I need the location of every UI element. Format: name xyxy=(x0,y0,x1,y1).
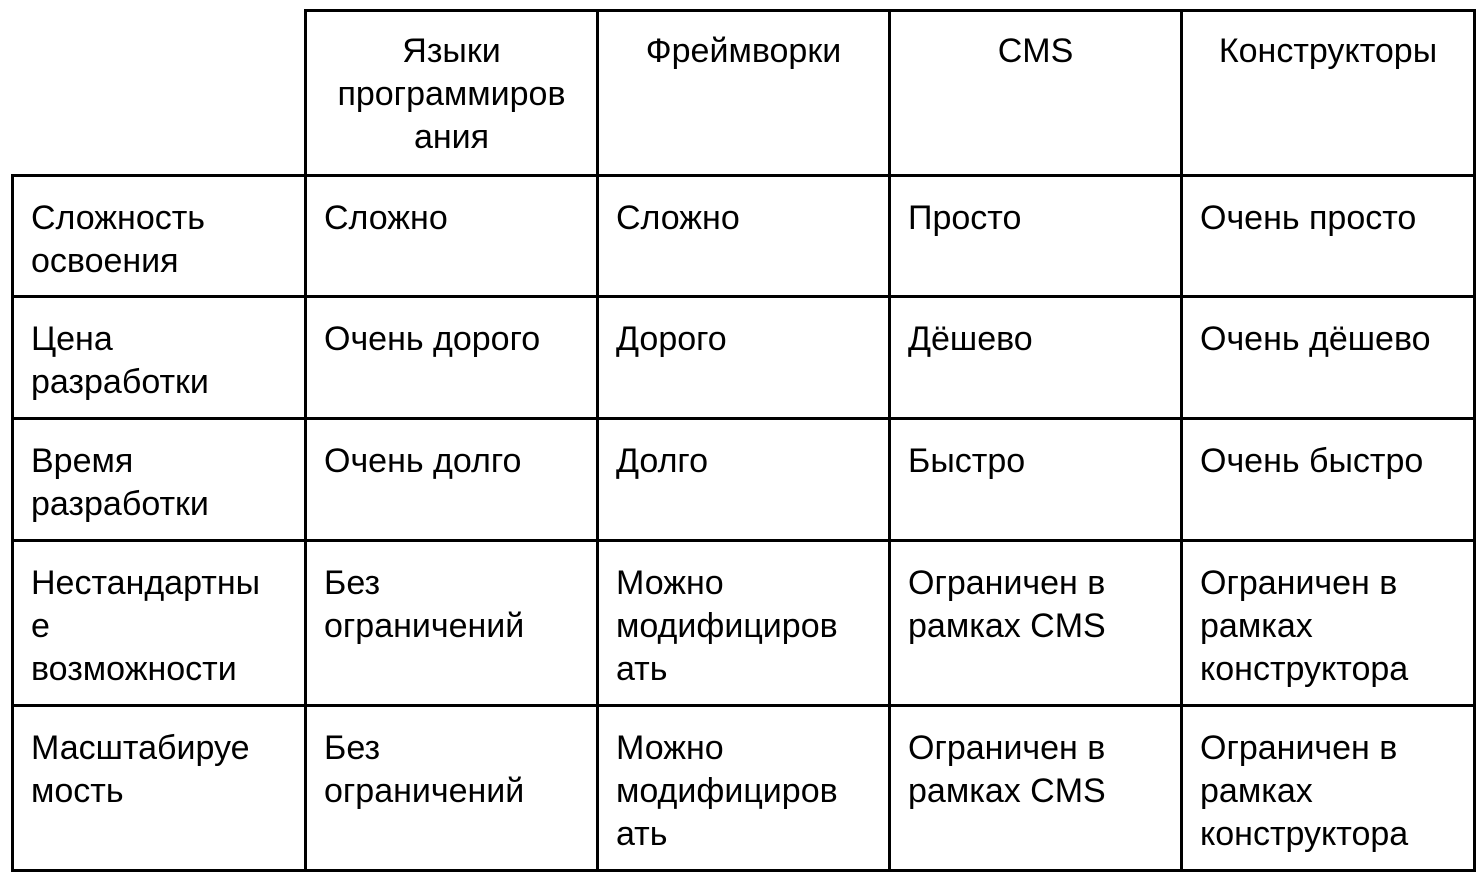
table-cell: Без ограничений xyxy=(324,564,525,645)
table-cell: Можно модифициров ать xyxy=(616,729,838,853)
table-border-right xyxy=(1473,9,1476,872)
table-cell: Очень дёшево xyxy=(1200,320,1431,358)
column-header-cms: CMS xyxy=(997,32,1074,70)
table-cell: Очень быстро xyxy=(1200,442,1424,480)
table-cell: Сложно xyxy=(616,199,740,237)
column-header-languages: Языки программиров ания xyxy=(337,32,566,156)
row-label-scalability: Масштабируе мость xyxy=(31,729,250,810)
table-cell: Без ограничений xyxy=(324,729,525,810)
table-cell: Просто xyxy=(908,199,1022,237)
table-cell: Дорого xyxy=(616,320,727,358)
table-cell: Ограничен в рамках конструктора xyxy=(1200,564,1409,688)
table-cell: Можно модифициров ать xyxy=(616,564,838,688)
table-cell: Дёшево xyxy=(908,320,1033,358)
row-label-development-cost: Цена разработки xyxy=(31,320,209,401)
table-cell: Быстро xyxy=(908,442,1026,480)
table-cell: Очень просто xyxy=(1200,199,1417,237)
row-label-custom-features: Нестандартны е возможности xyxy=(31,564,261,688)
row-label-learning-difficulty: Сложность освоения xyxy=(31,199,206,280)
table-cell: Ограничен в рамках CMS xyxy=(908,729,1106,810)
table-cell: Ограничен в рамках CMS xyxy=(908,564,1106,645)
column-header-builders: Конструкторы xyxy=(1218,32,1438,70)
table-cell: Долго xyxy=(616,442,708,480)
table-cell: Ограничен в рамках конструктора xyxy=(1200,729,1409,853)
table-cell: Сложно xyxy=(324,199,448,237)
table-cell: Очень долго xyxy=(324,442,522,480)
row-label-development-time: Время разработки xyxy=(31,442,209,523)
table-cell: Очень дорого xyxy=(324,320,541,358)
table-border-bottom xyxy=(11,869,1476,872)
column-header-frameworks: Фреймворки xyxy=(645,32,842,70)
